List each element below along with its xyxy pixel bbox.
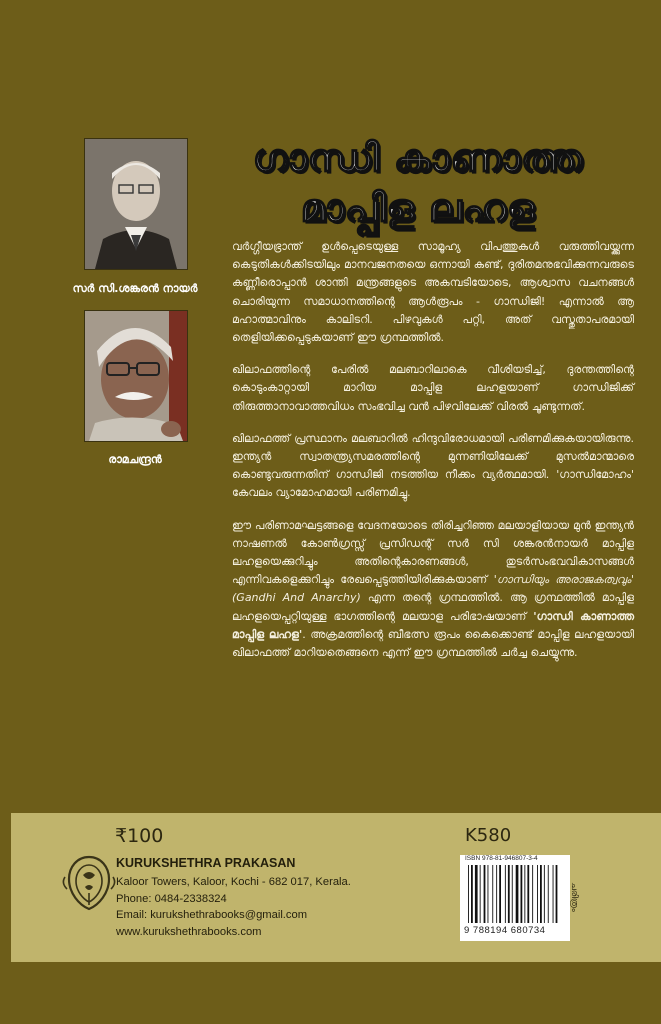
barcode-bar [553, 865, 554, 923]
barcode-bar [471, 865, 473, 923]
barcode-bar [540, 865, 542, 923]
blurb-p4-bold-title: 'ഗാന്ധി കാണാത്ത മാപ്പിള ലഹള' [232, 609, 634, 641]
book-title [228, 133, 608, 233]
blurb-text [232, 238, 634, 676]
publisher-phone: Phone: 0484-2338324 [116, 892, 227, 905]
barcode-bar [505, 865, 506, 923]
genre-label: ചരിത്രം [569, 882, 579, 912]
publisher-email: Email: kurukshethrabooks@gmail.com [116, 909, 308, 921]
portrait-photo-ramachandran [84, 310, 188, 442]
barcode-bar [496, 865, 497, 923]
blurb-paragraph-4 [232, 517, 634, 663]
barcode-bar [488, 865, 489, 923]
barcode-bar [484, 865, 486, 923]
publisher-website: www.kurukshethrabooks.com [116, 925, 262, 938]
barcode-bar [475, 865, 478, 923]
title-line-1: ഗാന്ധി കാണാത്ത [252, 136, 584, 180]
barcode-bar [537, 865, 538, 923]
portrait-photo-sankaran-nair [84, 138, 188, 270]
price-label: ₹100 [115, 825, 164, 847]
barcode-bar [512, 865, 513, 923]
barcode-bar [556, 865, 558, 923]
portrait-1-figure [85, 139, 187, 269]
publisher-address: Kaloor Towers, Kaloor, Kochi - 682 017, Kerala. [116, 876, 351, 888]
portrait-1-caption: സർ സി.ശങ്കരൻ നായർ [72, 282, 198, 295]
conch-logo-icon [59, 853, 119, 913]
publisher-footer [11, 813, 661, 962]
blurb-p4-part-c: . അക്രമത്തിന്റെ ബീഭത്സ രൂപം കൈക്കൊണ്ട് മാപ്പിള ലഹളയായി ഖിലാഫത്ത് മാറിയതെങ്ങനെ എന്ന് ഈ ഗ്രന്ഥത്തിൽ ചർച്ച ചെയ്യുന്നു. [232, 627, 634, 660]
barcode-bar [492, 865, 493, 923]
portrait-2-figure [85, 311, 187, 441]
publisher-name: KURUKSHETHRA PRAKASAN [116, 856, 296, 870]
blurb-p4-part-b: എന്ന തന്റെ ഗ്രന്ഥത്തിൽ. ആ ഗ്രന്ഥത്തിൽ മാപ്പിള ലഹളയെപ്പറ്റിയുള്ള ഭാഗത്തിന്റെ മലയാള പരിഭാഷയാണ് [232, 591, 635, 623]
blurb-paragraph-2: ഖിലാഫത്തിന്റെ പേരിൽ മലബാറിലാകെ വീശിയടിച്ച്, ദുരന്തത്തിന്റെ കൊടുംകാറ്റായി മാറിയ മാപ്പിള ലഹളയാണ് ഗാന്ധിജിക്ക് തിരുത്താനാവാത്തവിധം സംഭവിച്ച വൻ പിഴവിലേക്ക് വിരൽ ചൂണ്ടുന്നത്. [232, 363, 634, 413]
barcode-bar [499, 865, 501, 923]
isbn-label: ISBN 978-81-946807-3-4 [465, 855, 538, 862]
blurb-paragraph-1: വർഗ്ഗീയഭ്രാന്ത് ഉൾപ്പെടെയുള്ള സാമൂഹ്യ വിപത്തുകൾ വരുത്തിവയ്ക്കുന്ന കെടുതികൾക്കിടയിലും മാനവജനതയെ ഒന്നായി കണ്ട്, ദുരിതമനുഭവിക്കുന്നവരുടെ കണ്ണീരൊപ്പാൻ ശാന്തി മന്ത്രങ്ങളുടെ അകമ്പടിയോടെ, ആശ്വാസ വചനങ്ങൾ ചൊരിയുന്ന സമാധാനത്തിന്റെ ആൾരൂപം - ഗാന്ധിജി! എന്നാൽ ആ മഹാത്മാവിനും കാലിടറി. പിഴവുകൾ പറ്റി, അത് വസ്തുതാപരമായി തെളിയിക്കപ്പെടുകയാണ് ഈ ഗ്രന്ഥത്തിൽ. [232, 240, 634, 345]
portrait-2-caption: രാമചന്ദ്രൻ [108, 453, 162, 466]
barcode-bar [524, 865, 525, 923]
blurb-p4-quote: 'ഗാന്ധിയും അരാജകത്വവും' (Gandhi And Anarchy) [232, 573, 634, 605]
barcode-bar [532, 865, 533, 923]
barcode-bar [521, 865, 523, 923]
barcode-bar [468, 865, 469, 923]
barcode-bar [527, 865, 529, 923]
book-code: K580 [465, 825, 512, 846]
isbn-barcode [460, 855, 570, 941]
blurb-p4-part-a: ഈ പരിണാമഘട്ടങ്ങളെ വേദനയോടെ തിരിച്ചറിഞ്ഞ മലയാളിയായ മുൻ ഇന്ത്യൻ നാഷണൽ കോൺഗ്രസ്സ് പ്രസിഡന്റ് സർ സി ശങ്കരൻനായർ മാപ്പിള ലഹളയെക്കുറിച്ചും അതിന്റെകാരണങ്ങൾ, തുടർസംഭവവികാസങ്ങൾ എന്നിവകളെക്കുറിച്ചും രേഖപ്പെടുത്തിയിരിക്കുകയാണ് [232, 518, 634, 587]
title-line-2: മാപ്പിള ലഹള [300, 186, 536, 230]
isbn-number: 9 788194 680734 [464, 925, 546, 936]
publisher-info [116, 856, 351, 940]
barcode-bar [508, 865, 510, 923]
barcode-bar [480, 865, 481, 923]
blurb-paragraph-3: ഖിലാഫത്ത് പ്രസ്ഥാനം മലബാറിൽ ഹിന്ദുവിരോധമായി പരിണമിക്കുകയായിരുന്നു. ഇന്ത്യൻ സ്വാതന്ത്ര്യസമരത്തിന്റെ മുന്നണിയിലേക്ക് മുസൽമാന്മാരെ കൊണ്ടുവരുന്നതിന് ഗാന്ധിജി നടത്തിയ നീക്കം വ്യർത്ഥമായി. 'ഗാന്ധിമോഹം' കേവലം വ്യാമോഹമായി പരിണമിച്ചു. [232, 431, 634, 500]
barcode-bar [544, 865, 545, 923]
barcode-bar [516, 865, 519, 923]
barcode-bar [548, 865, 549, 923]
